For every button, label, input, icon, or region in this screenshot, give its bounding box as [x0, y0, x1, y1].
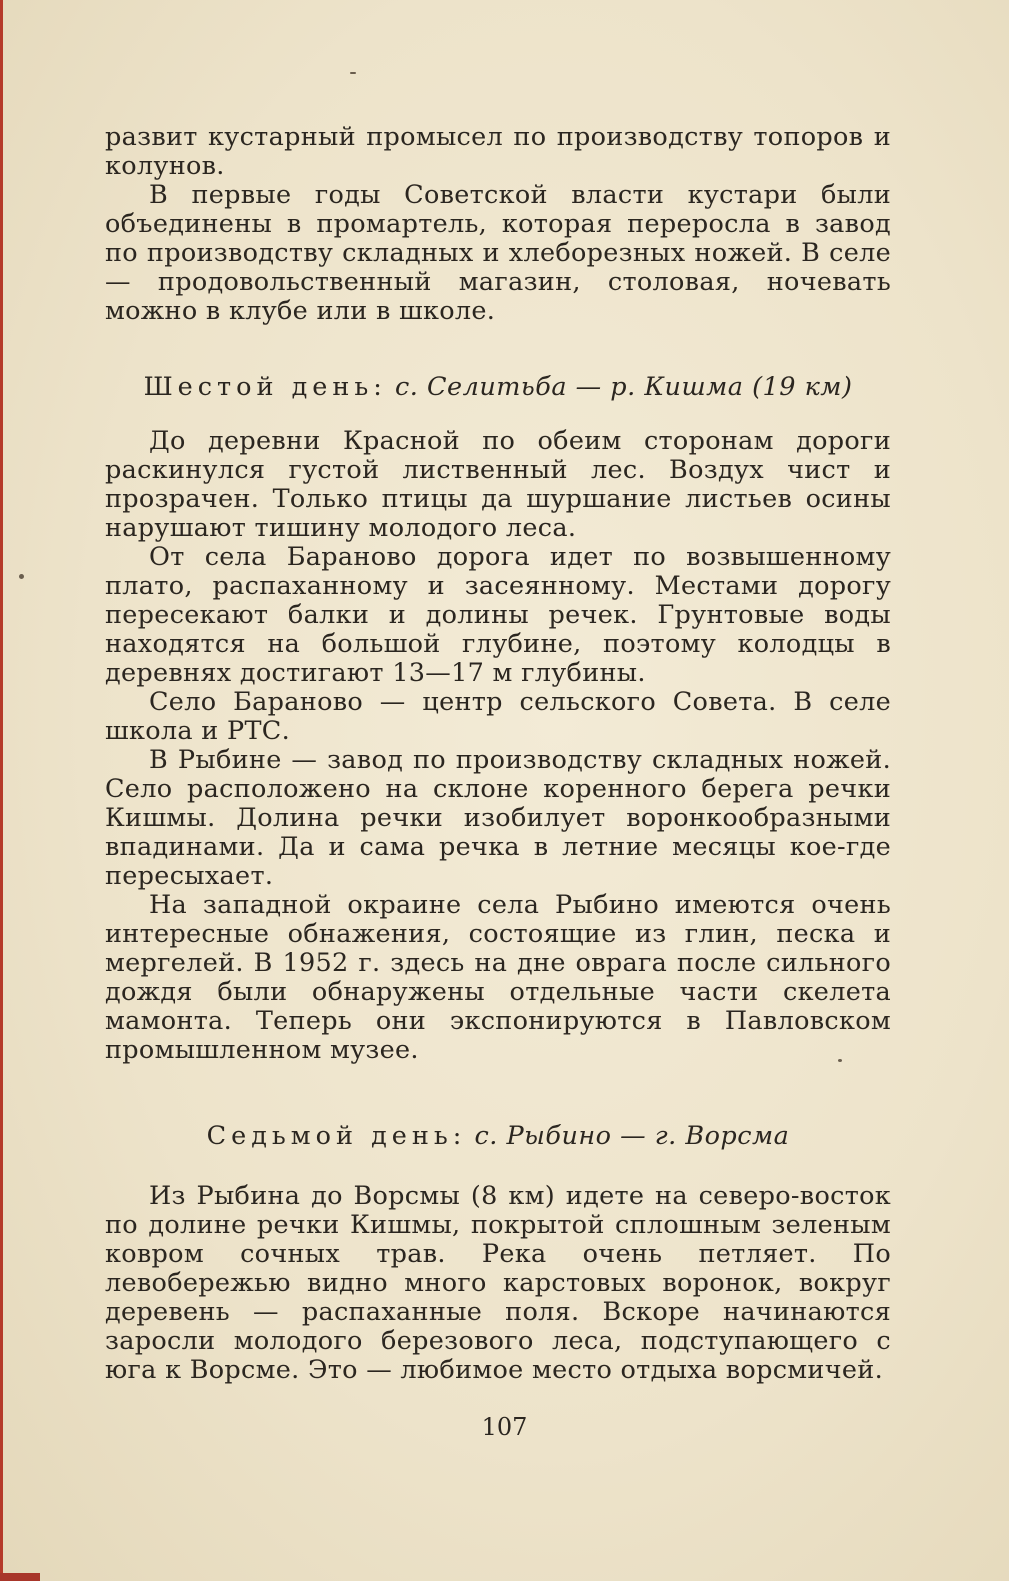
page-edge-stain	[0, 0, 3, 1581]
heading-route: с. Селитьба — р. Кишма (19 км)	[394, 372, 853, 402]
page-number: 107	[481, 1413, 528, 1441]
body-paragraph: Село Бараново — центр сельского Совета. В селе школа и РТС.	[105, 687, 891, 746]
intro-paragraph: В первые годы Советской власти кустари были объединены в промартель, которая переросла в завод по производству складных и хлеборезных ножей. В селе — продовольственный магазин, столовая, ночевать можно в клубе или в школе.	[105, 180, 891, 326]
intro-text	[105, 123, 891, 326]
section-body-day7	[105, 1182, 891, 1385]
section-heading-day7	[105, 1121, 891, 1151]
paper-speck	[350, 72, 356, 74]
section-heading-day6	[105, 372, 891, 402]
heading-route: с. Рыбино — г. Ворсма	[474, 1121, 790, 1151]
body-paragraph: От села Бараново дорога идет по возвышенному плато, распаханному и засеянному. Местами дорогу пересекают балки и долины речек. Грунтовые воды находятся на большой глубине, поэтому колодцы в деревнях достигают 13—17 м глубины.	[105, 542, 891, 688]
body-paragraph: До деревни Красной по обеим сторонам дороги раскинулся густой лиственный лес. Воздух чист и прозрачен. Только птицы да шуршание листьев осины нарушают тишину молодого леса.	[105, 426, 891, 543]
intro-paragraph: развит кустарный промысел по производству топоров и колунов.	[105, 122, 891, 181]
section-body-day6	[105, 427, 891, 1065]
page-corner-stain	[0, 1573, 40, 1581]
heading-prefix: Шестой день:	[143, 372, 387, 402]
body-paragraph: В Рыбине — завод по производству складных ножей. Село расположено на склоне коренного берега речки Кишмы. Долина речки изобилует воронкообразными впадинами. Да и сама речка в летние месяцы кое-где пересыхает.	[105, 745, 891, 891]
paper-speck	[19, 574, 24, 579]
body-paragraph: На западной окраине села Рыбино имеются очень интересные обнажения, состоящие из глин, песка и мергелей. В 1952 г. здесь на дне оврага после сильного дождя были обнаружены отдельные части скелета мамонта. Теперь они экспонируются в Павловском промышленном музее.	[105, 890, 891, 1065]
heading-prefix: Седьмой день:	[206, 1121, 467, 1151]
body-paragraph: Из Рыбина до Ворсмы (8 км) идете на северо-восток по долине речки Кишмы, покрытой сплошным зеленым ковром сочных трав. Река очень петляет. По левобережью видно много карстовых воронок, вокруг деревень — распаханные поля. Вскоре начинаются заросли молодого березового леса, подступающего с юга к Ворсме. Это — любимое место отдыха ворсмичей.	[105, 1181, 891, 1385]
